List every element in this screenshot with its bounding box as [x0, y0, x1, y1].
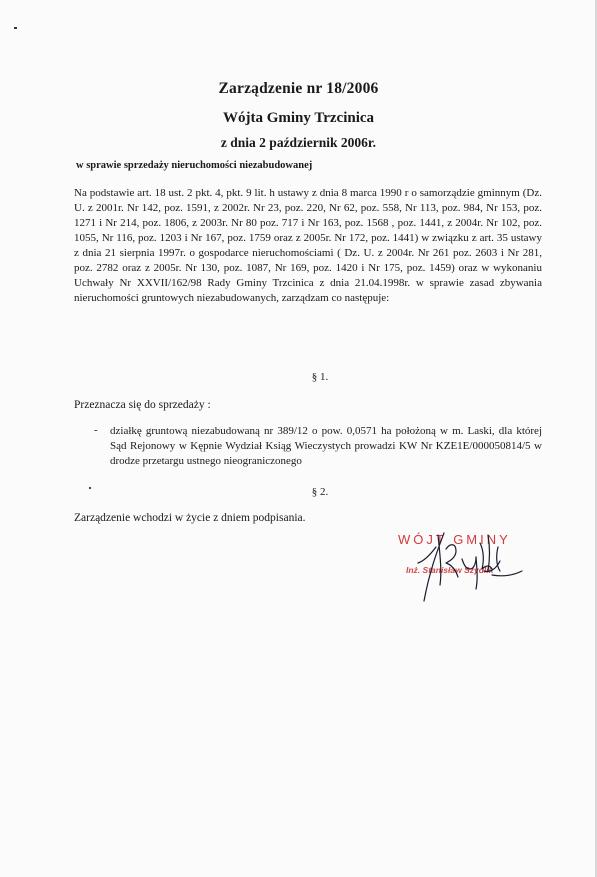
document-issuer: Wójta Gminy Trzcinica [222, 110, 375, 126]
official-stamp [380, 525, 580, 605]
document-date: z dnia 2 październik 2006r. [220, 135, 377, 150]
document-title: Zarządzenie nr 18/2006 [218, 80, 379, 97]
document-subject: w sprawie sprzedaży nieruchomości niezabudowanej [76, 160, 313, 171]
section-1-intro: Przeznacza się do sprzedaży : [74, 399, 211, 411]
list-item-plot: działkę gruntową niezabudowaną nr 389/12 o pow. 0,0571 ha położoną w m. Laski, dla której Sąd Rejonowy w Kępnie Wydział Ksiąg Wieczystych prowadzi KW Nr KZE1E/000050814/5 w drodze przetargu ustnego nieograniczonego [110, 425, 542, 467]
stamp-title: WÓJT GMINY [398, 532, 511, 547]
section-2-text: Zarządzenie wchodzi w życie z dniem podpisania. [74, 512, 306, 524]
section-2-heading: § 2. [311, 486, 329, 498]
stamp-name: Inż. Stanisław Szydlik [406, 565, 494, 575]
section-1-heading: § 1. [311, 371, 329, 383]
handwritten-signature [380, 525, 580, 605]
scan-artifact [14, 27, 17, 29]
legal-basis-paragraph: Na podstawie art. 18 ust. 2 pkt. 4, pkt. 9 lit. h ustawy z dnia 8 marca 1990 r o samorządzie gminnym (Dz. U. z 2001r. Nr 142, poz. 1591, z 2002r. Nr 23, poz. 220, Nr 62, poz. 558, Nr 113, poz. 984, Nr 153, poz. 1271 i Nr 214, poz. 1806, z 2003r. Nr 80 poz. 717 i Nr 163, poz. 1568 , poz. 1441, z 2004r. Nr 102, poz. 1055, Nr 116, poz. 1203 i Nr 167, poz. 1759 oraz z 2005r. Nr 172, poz. 1441) w związku z art. 35 ustawy z dnia 21 sierpnia 1997r. o gospodarce nieruchomościami ( Dz. U. z 2004r. Nr 261 poz. 2603 i Nr 281, poz. 2782 oraz z 2005r. Nr 130, poz. 1087, Nr 169, poz. 1420 i Nr 175, poz. 1459) oraz w wykonaniu Uchwały Nr XXVII/162/98 Rady Gminy Trzcinica z dnia 21.04.1998r. w sprawie zasad zbywania nieruchomości gruntowych niezabudowanych, zarządzam co następuje: [74, 187, 542, 304]
list-bullet: - [94, 424, 98, 436]
